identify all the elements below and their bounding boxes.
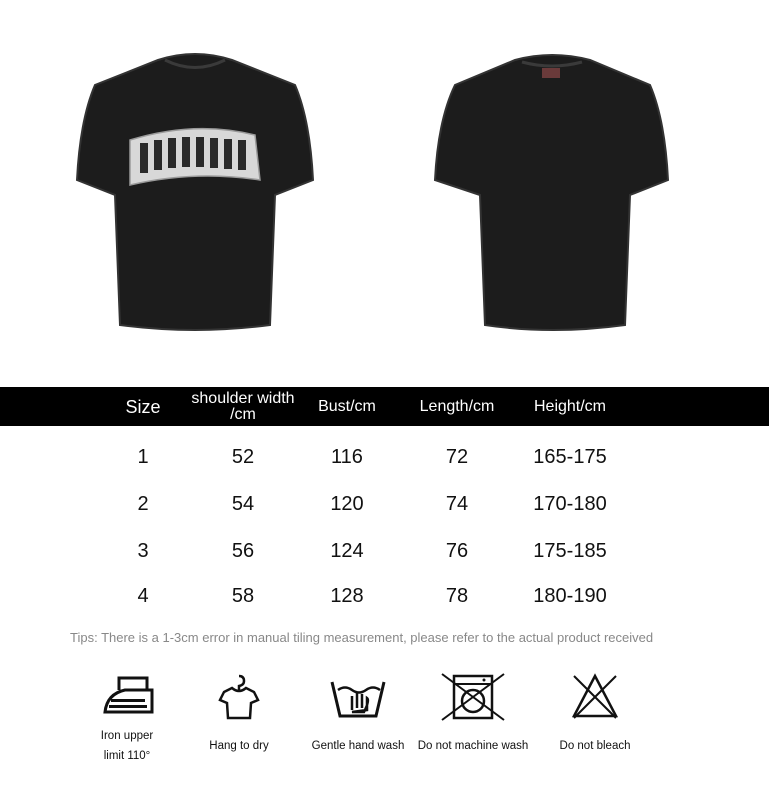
care-label: Iron upper — [100, 730, 154, 742]
cell-length: 76 — [445, 539, 469, 562]
table-row — [0, 536, 769, 566]
cell-size: 4 — [137, 584, 149, 607]
cell-size: 1 — [137, 445, 149, 468]
cell-shoulder: 56 — [231, 539, 255, 562]
care-item-no-machine-wash — [408, 672, 538, 756]
no-bleach-icon — [570, 672, 620, 722]
care-label: limit 110° — [103, 750, 151, 762]
care-item-iron — [62, 672, 192, 766]
care-label: Do not machine wash — [417, 740, 529, 752]
hand-wash-icon — [328, 672, 388, 722]
table-row — [0, 442, 769, 472]
cell-height: 165-175 — [533, 445, 607, 468]
cell-bust: 120 — [330, 492, 364, 515]
tips-text: Tips: There is a 1-3cm error in manual tiling measurement, please refer to the actual product received — [70, 630, 654, 645]
cell-length: 72 — [445, 445, 469, 468]
care-item-hang — [174, 672, 304, 756]
cell-shoulder: 58 — [231, 584, 255, 607]
header-bust: Bust/cm — [318, 397, 376, 415]
cell-bust: 124 — [330, 539, 364, 562]
header-length: Length/cm — [419, 397, 495, 415]
table-row — [0, 581, 769, 611]
care-item-no-bleach — [530, 672, 660, 756]
cell-height: 170-180 — [533, 492, 607, 515]
care-label: Hang to dry — [209, 740, 269, 752]
cell-height: 180-190 — [533, 584, 607, 607]
cell-size: 2 — [137, 492, 149, 515]
care-label: Do not bleach — [559, 740, 631, 752]
cell-height: 175-185 — [533, 539, 607, 562]
table-row — [0, 489, 769, 519]
size-chart-header — [0, 387, 769, 426]
cell-bust: 116 — [331, 445, 363, 468]
iron-icon — [97, 672, 157, 722]
cell-length: 74 — [445, 492, 469, 515]
tshirt-front-image — [70, 40, 320, 340]
care-item-hand-wash — [293, 672, 423, 756]
cell-length: 78 — [445, 584, 469, 607]
no-machine-wash-icon — [438, 672, 508, 722]
cell-shoulder: 52 — [231, 445, 255, 468]
tshirt-back-image — [430, 40, 675, 340]
cell-shoulder: 54 — [231, 492, 255, 515]
hang-dry-icon — [214, 672, 264, 722]
cell-size: 3 — [137, 539, 149, 562]
cell-bust: 128 — [330, 584, 364, 607]
care-label: Gentle hand wash — [311, 740, 405, 752]
header-size: Size — [125, 396, 161, 417]
header-height: Height/cm — [533, 397, 607, 415]
header-shoulder-width: shoulder width /cm — [191, 389, 295, 423]
